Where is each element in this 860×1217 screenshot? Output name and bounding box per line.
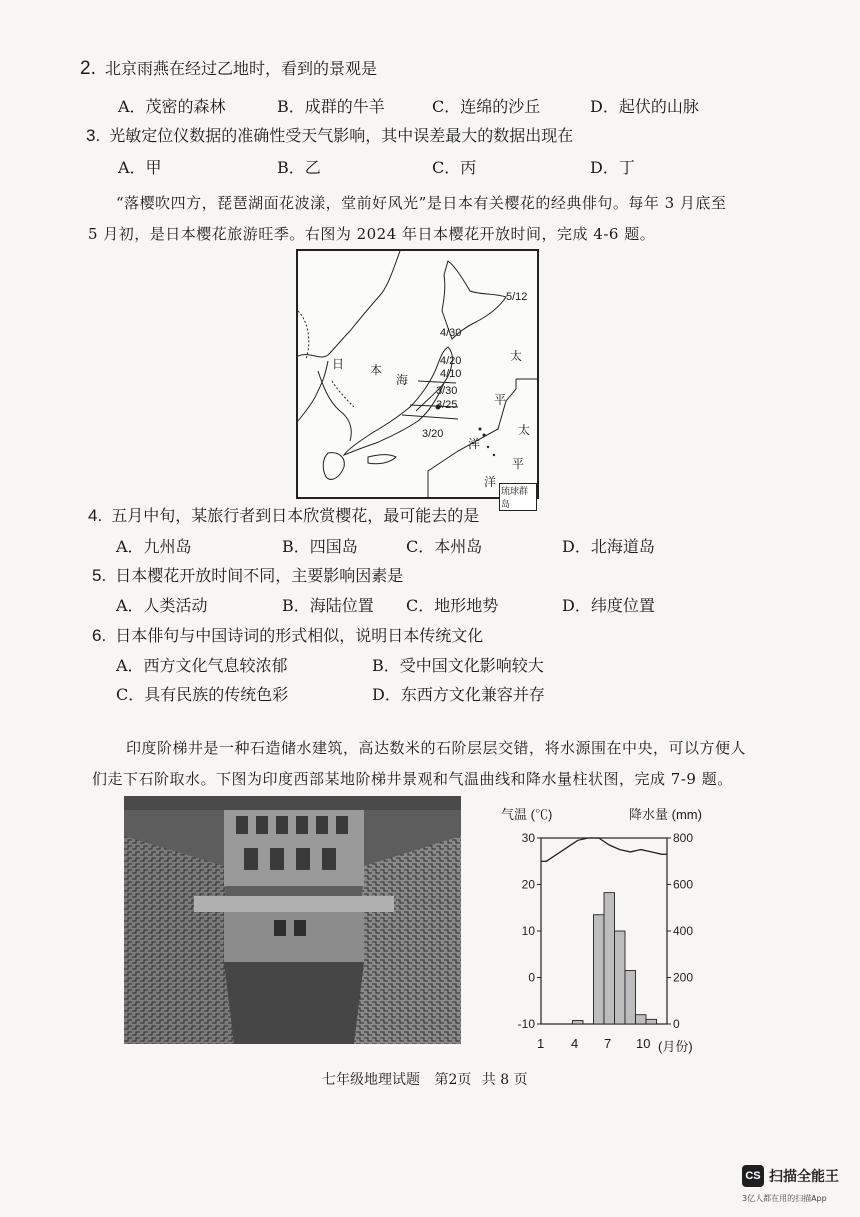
q4-option-a: A．九州岛 [116, 537, 192, 556]
camscanner-logo-icon: CS [742, 1165, 764, 1187]
q4-option-d: D．北海道岛 [562, 537, 655, 556]
passage-line: 们走下石阶取水。下图为印度西部某地阶梯井景观和气温曲线和降水量柱状图，完成 7-9 题。 [92, 770, 733, 788]
right-tick-label: 0 [673, 1017, 680, 1031]
map-date-label: 3/30 [436, 385, 458, 397]
right-tick-label: 800 [673, 831, 694, 845]
precipitation-bar [646, 1019, 657, 1024]
passage-line: 印度阶梯井是一种石造储水建筑，高达数米的石阶层层交错，将水源围在中央，可以方便人 [126, 739, 747, 757]
question-number: 5. [92, 566, 107, 585]
q2-option-a: A．茂密的森林 [118, 97, 226, 116]
ocean-label: 太 [510, 349, 523, 363]
question-stem: 北京雨燕在经过乙地时，看到的景观是 [104, 59, 377, 78]
camscanner-tagline: 3亿人都在用的扫描App [742, 1194, 827, 1203]
ocean-label: 太 [518, 423, 531, 437]
passage-sakura [88, 188, 788, 250]
page-number: 第2页 [434, 1072, 472, 1088]
precipitation-bar [636, 1015, 647, 1024]
q3-option-c: C．丙 [432, 158, 477, 177]
exam-title: 七年级地理试题 [322, 1072, 420, 1088]
passage-line: “落樱吹四方，琵琶湖面花波漾，堂前好风光”是日本有关樱花的经典俳句。每年 3 月底至 [116, 194, 727, 212]
q5-option-b: B．海陆位置 [282, 596, 374, 615]
q6-option-b: B．受中国文化影响较大 [372, 656, 544, 675]
left-tick-label: 0 [528, 970, 535, 985]
q6-option-d: D．东西方文化兼容并存 [372, 685, 545, 704]
precipitation-bar [594, 915, 605, 1024]
right-tick-label: 400 [673, 924, 694, 938]
sea-label: 日 [332, 357, 345, 371]
q5-option-c: C．地形地势 [406, 596, 499, 615]
precipitation-axis-label: 降水量 (mm) [629, 807, 702, 822]
map-date-label: 4/10 [440, 368, 462, 380]
left-tick-label: 20 [521, 877, 535, 892]
precipitation-bar [573, 1021, 584, 1024]
left-tick-label: 30 [521, 831, 535, 845]
x-unit: (月份) [658, 1039, 693, 1054]
q2-option-d: D．起伏的山脉 [590, 97, 699, 116]
right-tick-label: 200 [673, 970, 694, 985]
question-stem: 日本樱花开放时间不同，主要影响因素是 [115, 566, 404, 585]
left-tick-label: -10 [517, 1017, 535, 1031]
question-stem: 光敏定位仪数据的准确性受天气影响，其中误差最大的数据出现在 [109, 126, 574, 145]
stepwell-drawing [124, 796, 461, 1044]
ocean-label: 洋 [468, 437, 481, 451]
map-date-label: 4/20 [440, 355, 462, 367]
x-tick: 1 [537, 1036, 545, 1051]
map-date-label: 4/30 [440, 327, 462, 339]
right-tick-label: 600 [673, 877, 694, 892]
map-date-label: 5/12 [506, 291, 528, 303]
map-date-label: 3/20 [422, 428, 444, 440]
camscanner-name: 扫描全能王 [769, 1169, 839, 1185]
q3-option-d: D．丁 [590, 158, 635, 177]
question-number: 2. [80, 58, 96, 79]
question-6 [92, 623, 483, 646]
q4-option-b: B．四国岛 [282, 537, 358, 556]
q5-option-a: A．人类活动 [116, 596, 208, 615]
japan-sakura-map [296, 249, 539, 510]
page-total: 共 8 页 [481, 1072, 528, 1088]
x-tick: 10 [636, 1036, 651, 1051]
precipitation-bar [604, 893, 615, 1024]
question-number: 3. [86, 126, 101, 145]
q6-option-c: C．具有民族的传统色彩 [116, 685, 289, 704]
sea-label: 海 [396, 373, 409, 387]
precipitation-bar [615, 931, 626, 1024]
question-stem: 日本俳句与中国诗词的形式相似，说明日本传统文化 [115, 626, 484, 645]
question-number: 6. [92, 626, 107, 645]
question-5 [92, 563, 403, 586]
q2-option-b: B．成群的牛羊 [277, 97, 385, 116]
question-4 [88, 503, 479, 526]
passage-line: 5 月初，是日本樱花旅游旺季。右图为 2024 年日本樱花开放时间，完成 4-6 题。 [88, 225, 656, 243]
map-date-label: 3/25 [436, 399, 458, 411]
q4-option-c: C．本州岛 [406, 537, 483, 556]
map-drawing [298, 251, 537, 497]
question-3 [86, 123, 573, 146]
q5-option-d: D．纬度位置 [562, 596, 655, 615]
precipitation-bar [625, 971, 636, 1024]
q2-option-c: C．连绵的沙丘 [432, 97, 541, 116]
climate-plot [495, 800, 725, 1060]
passage-stepwell [92, 733, 792, 795]
q3-option-a: A．甲 [118, 158, 162, 177]
question-2 [80, 56, 377, 80]
ocean-label: 平 [494, 393, 507, 407]
sea-label: 本 [370, 363, 383, 377]
climate-chart [495, 800, 725, 1060]
inset-label: 琉球群岛 [499, 483, 537, 511]
x-tick: 4 [571, 1036, 579, 1051]
x-tick: 7 [604, 1036, 612, 1051]
left-tick-label: 10 [521, 924, 535, 938]
temperature-line [541, 838, 667, 861]
page-footer [322, 1069, 528, 1089]
temperature-axis-label: 气温 (℃) [501, 807, 553, 822]
q3-option-b: B．乙 [277, 158, 321, 177]
stepwell-photo [124, 796, 461, 1044]
ocean-label: 洋 [484, 475, 497, 489]
ocean-label: 平 [512, 457, 525, 471]
question-stem: 五月中旬，某旅行者到日本欣赏樱花，最可能去的是 [111, 506, 480, 525]
q6-option-a: A．西方文化气息较浓郁 [116, 656, 288, 675]
question-number: 4. [88, 506, 103, 525]
